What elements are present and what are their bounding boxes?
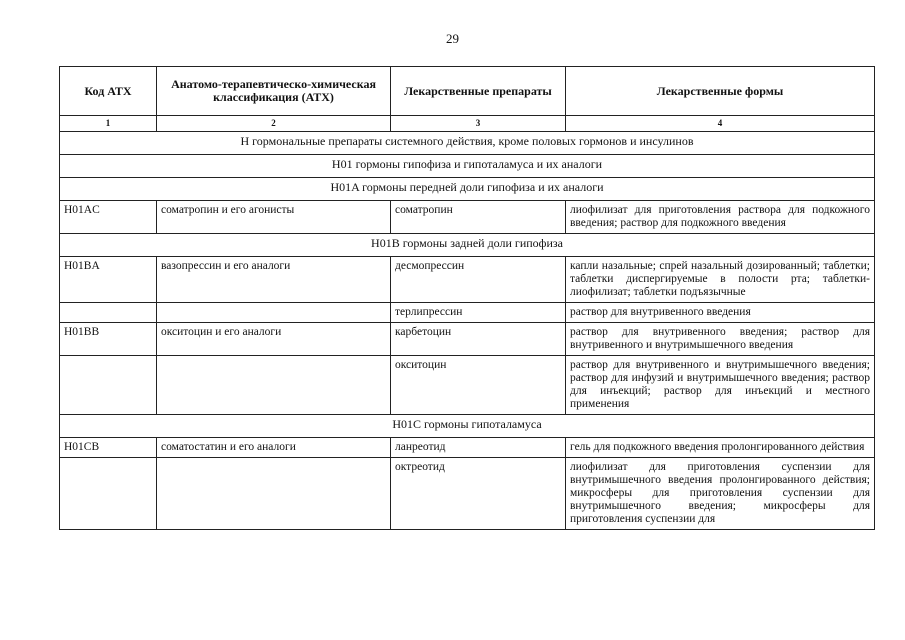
atx-code: H01CB <box>60 438 157 458</box>
header-forms: Лекарственные формы <box>566 67 875 116</box>
column-number: 1 <box>60 116 157 132</box>
section-h01b: H01B гормоны задней доли гипофиза <box>60 234 875 257</box>
dosage-forms: лиофилизат для приготовления суспензии для внутримышечного введения пролонгированного действия; микросферы для приготовления суспензии для внутримышечного введения; микросферы для приготовления суспензии для <box>566 458 875 530</box>
section-h01c: H01C гормоны гипоталамуса <box>60 415 875 438</box>
table-row <box>60 356 875 415</box>
table-row <box>60 458 875 530</box>
table-row <box>60 257 875 303</box>
section-row <box>60 415 875 438</box>
dosage-forms: гель для подкожного введения пролонгированного действия <box>566 438 875 458</box>
table-row <box>60 303 875 323</box>
dosage-forms: лиофилизат для приготовления раствора для подкожного введения; раствор для подкожного введения <box>566 201 875 234</box>
atx-classification: соматостатин и его аналоги <box>157 438 391 458</box>
section-row <box>60 132 875 155</box>
header-row <box>60 67 875 116</box>
section-row <box>60 155 875 178</box>
atx-code: H01BA <box>60 257 157 303</box>
atx-code <box>60 458 157 530</box>
drug-name: окситоцин <box>391 356 566 415</box>
drug-name: октреотид <box>391 458 566 530</box>
column-number: 4 <box>566 116 875 132</box>
atx-code <box>60 356 157 415</box>
drug-name: соматропин <box>391 201 566 234</box>
atx-classification: соматропин и его агонисты <box>157 201 391 234</box>
dosage-forms: раствор для внутривенного и внутримышечного введения; раствор для инфузий и внутримышечного введения; раствор для инъекций; раствор для инъекций и местного применения <box>566 356 875 415</box>
drug-name: терлипрессин <box>391 303 566 323</box>
header-classification: Анатомо-терапевтическо-химическая классификация (АТХ) <box>157 67 391 116</box>
table-row <box>60 201 875 234</box>
atx-classification: окситоцин и его аналоги <box>157 323 391 356</box>
section-h01: H01 гормоны гипофиза и гипоталамуса и их аналоги <box>60 155 875 178</box>
section-h: H гормональные препараты системного действия, кроме половых гормонов и инсулинов <box>60 132 875 155</box>
section-row <box>60 234 875 257</box>
section-h01a: H01A гормоны передней доли гипофиза и их аналоги <box>60 178 875 201</box>
atx-code <box>60 303 157 323</box>
atx-table <box>59 66 875 530</box>
atx-code: H01BB <box>60 323 157 356</box>
header-drugs: Лекарственные препараты <box>391 67 566 116</box>
atx-classification <box>157 303 391 323</box>
header-code: Код АТХ <box>60 67 157 116</box>
column-number: 2 <box>157 116 391 132</box>
dosage-forms: капли назальные; спрей назальный дозированный; таблетки; таблетки диспергируемые в полости рта; таблетки-лиофилизат; таблетки подъязычные <box>566 257 875 303</box>
table-row <box>60 323 875 356</box>
column-number: 3 <box>391 116 566 132</box>
atx-code: H01AC <box>60 201 157 234</box>
atx-classification <box>157 356 391 415</box>
page-number: 29 <box>446 31 459 46</box>
dosage-forms: раствор для внутривенного введения <box>566 303 875 323</box>
drug-name: ланреотид <box>391 438 566 458</box>
drug-name: карбетоцин <box>391 323 566 356</box>
drug-name: десмопрессин <box>391 257 566 303</box>
table-row <box>60 438 875 458</box>
dosage-forms: раствор для внутривенного введения; раствор для внутривенного и внутримышечного введения <box>566 323 875 356</box>
atx-classification <box>157 458 391 530</box>
section-row <box>60 178 875 201</box>
atx-classification: вазопрессин и его аналоги <box>157 257 391 303</box>
column-number-row <box>60 116 875 132</box>
